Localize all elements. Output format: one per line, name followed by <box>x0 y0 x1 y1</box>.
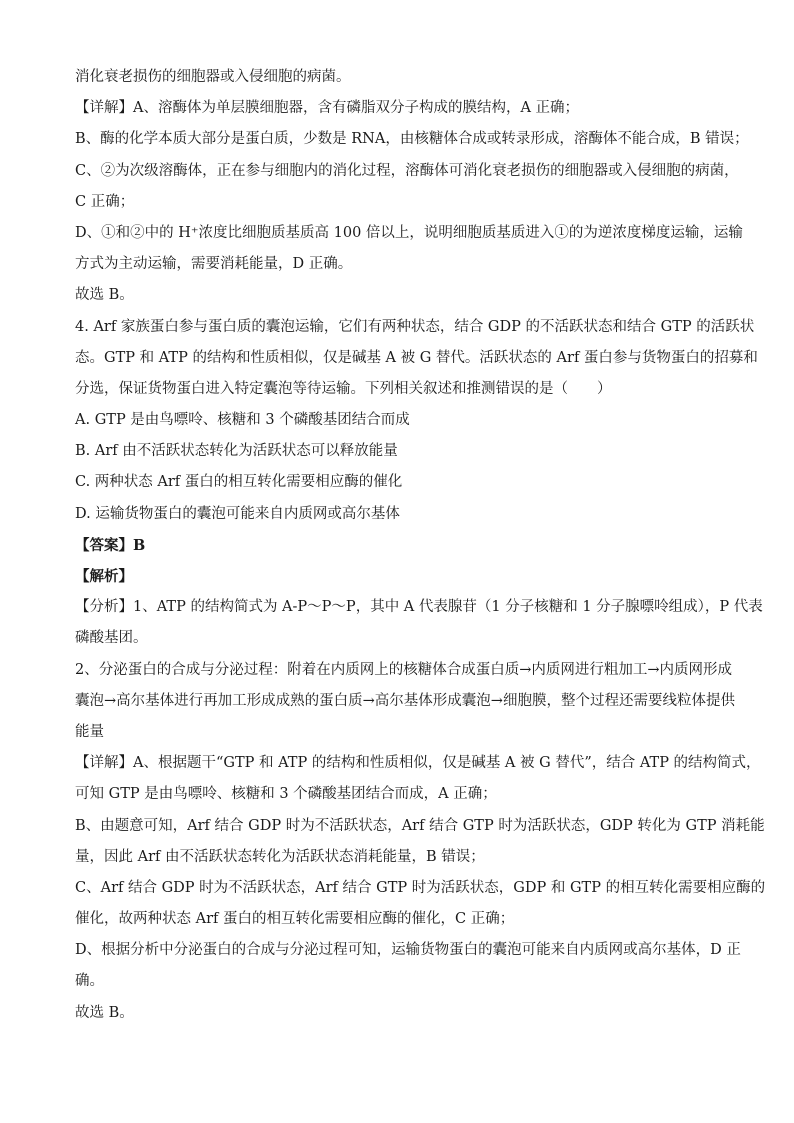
text-line: C、②为次级溶酶体，正在参与细胞内的消化过程，溶酶体可消化衰老损伤的细胞器或入侵细胞的病菌， <box>75 162 739 179</box>
text-line: 【解析】 <box>75 568 133 585</box>
text-line: C. 两种状态 Arf 蛋白的相互转化需要相应酶的催化 <box>75 474 403 491</box>
text-line: 【分析】1、ATP 的结构简式为 A-P～P～P，其中 A 代表腺苷（1 分子核糖和 1 分子腺嘌呤组成），P 代表 <box>75 599 763 616</box>
text-line: 确。 <box>75 973 104 990</box>
text-line: 磷酸基团。 <box>75 630 148 647</box>
text-line: 囊泡→高尔基体进行再加工形成成熟的蛋白质→高尔基体形成囊泡→细胞膜，整个过程还需要线粒体提供 <box>75 692 735 709</box>
text-line: C、Arf 结合 GDP 时为不活跃状态，Arf 结合 GTP 时为活跃状态，GDP 和 GTP 的相互转化需要相应酶的 <box>75 879 766 896</box>
text-line: 故选 B。 <box>75 287 134 304</box>
text-line: 故选 B。 <box>75 1004 134 1021</box>
text-line: 【答案】B <box>75 536 146 554</box>
text-line: D、①和②中的 H⁺浓度比细胞质基质高 100 倍以上，说明细胞质基质进入①的为逆浓度梯度运输，运输 <box>75 224 743 241</box>
text-line: 2、分泌蛋白的合成与分泌过程：附着在内质网上的核糖体合成蛋白质→内质网进行粗加工→内质网形成 <box>75 661 733 678</box>
text-line: 4. Arf 家族蛋白参与蛋白质的囊泡运输，它们有两种状态，结合 GDP 的不活跃状态和结合 GTP 的活跃状 <box>75 318 755 335</box>
text-line: 分选，保证货物蛋白进入特定囊泡等待运输。下列相关叙述和推测错误的是（ ） <box>75 380 612 397</box>
document-body <box>75 62 766 1029</box>
text-line: 【详解】A、溶酶体为单层膜细胞器，含有磷脂双分子构成的膜结构，A 正确； <box>75 100 580 117</box>
text-line: 能量 <box>75 723 104 740</box>
text-line: B、由题意可知，Arf 结合 GDP 时为不活跃状态，Arf 结合 GTP 时为活跃状态，GDP 转化为 GTP 消耗能 <box>75 817 765 834</box>
text-line: C 正确； <box>75 193 135 210</box>
text-line: 催化，故两种状态 Arf 蛋白的相互转化需要相应酶的催化，C 正确； <box>75 911 515 928</box>
text-line: 态。GTP 和 ATP 的结构和性质相似，仅是碱基 A 被 G 替代。活跃状态的 Arf 蛋白参与货物蛋白的招募和 <box>75 349 758 366</box>
text-line: D. 运输货物蛋白的囊泡可能来自内质网或高尔基体 <box>75 505 400 522</box>
text-line: 【详解】A、根据题干“GTP 和 ATP 的结构和性质相似，仅是碱基 A 被 G 替代”，结合 ATP 的结构简式， <box>75 755 761 772</box>
text-line: B、酶的化学本质大部分是蛋白质，少数是 RNA，由核糖体合成或转录形成，溶酶体不能合成，B 错误； <box>75 131 749 148</box>
text-line: 可知 GTP 是由鸟嘌呤、核糖和 3 个磷酸基团结合而成，A 正确； <box>75 786 497 803</box>
text-line: 量，因此 Arf 由不活跃状态转化为活跃状态消耗能量，B 错误； <box>75 848 485 865</box>
text-line: 方式为主动运输，需要消耗能量，D 正确。 <box>75 256 353 273</box>
text-line: A. GTP 是由鸟嘌呤、核糖和 3 个磷酸基团结合而成 <box>75 412 410 429</box>
text-line: D、根据分析中分泌蛋白的合成与分泌过程可知，运输货物蛋白的囊泡可能来自内质网或高尔基体，D 正 <box>75 942 741 959</box>
text-line: 消化衰老损伤的细胞器或入侵细胞的病菌。 <box>75 69 351 85</box>
text-line: B. Arf 由不活跃状态转化为活跃状态可以释放能量 <box>75 443 398 460</box>
